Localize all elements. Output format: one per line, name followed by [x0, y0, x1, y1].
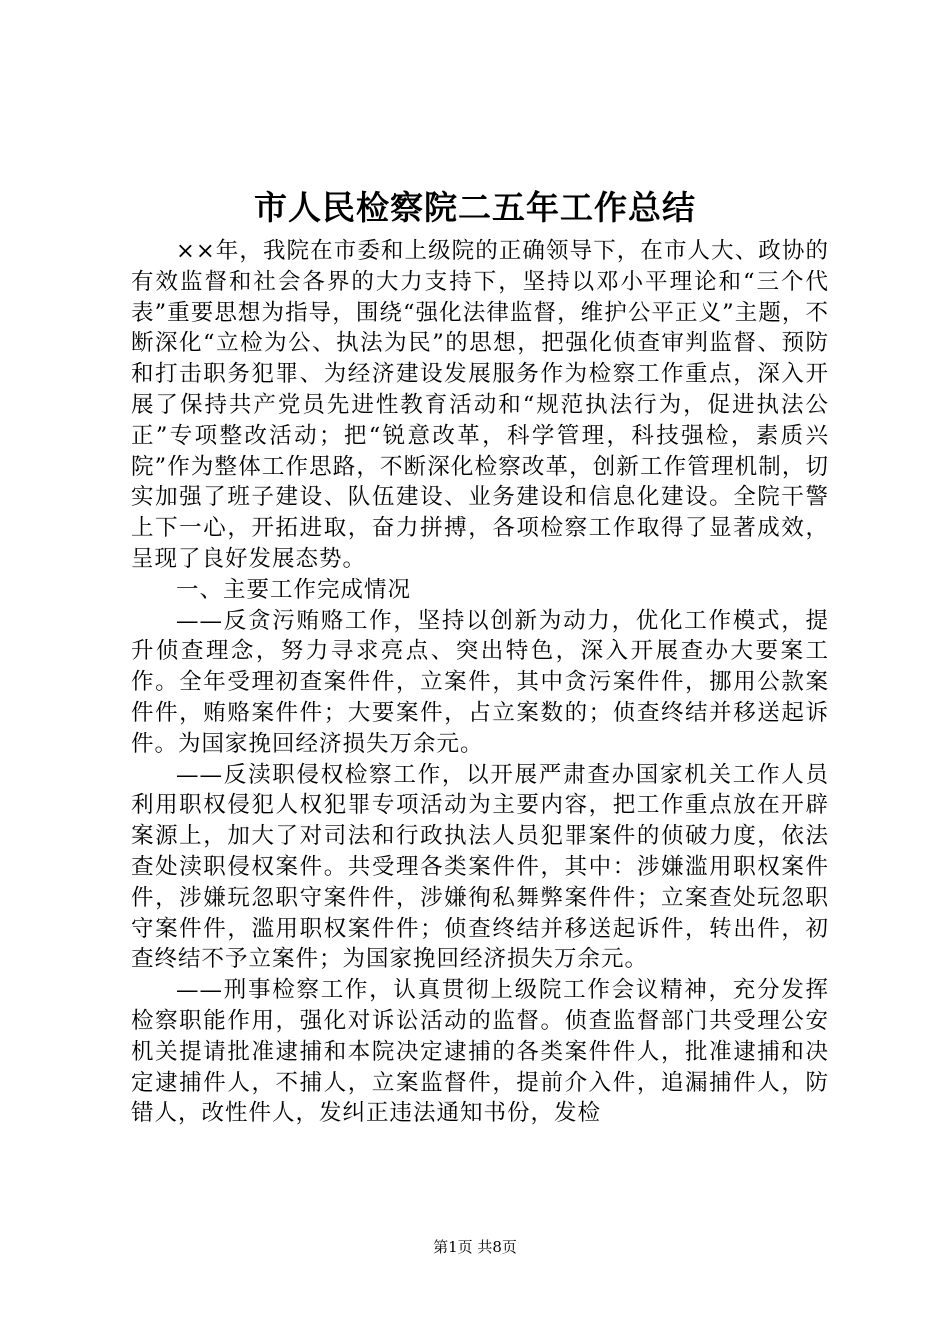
paragraph-intro: ××年，我院在市委和上级院的正确领导下，在市人大、政协的有效监督和社会各界的大力支持下，坚持以邓小平理论和“三个代表”重要思想为指导，围绕“强化法律监督，维护公平正义”主题，不断深化“立检为公、执法为民”的思想，把强化侦查审判监督、预防和打击职务犯罪、为经济建设发展服务作为检察工作重点，深入开展了保持共产党员先进性教育活动和“规范执法行为，促进执法公正”专项整改活动；把“锐意改革，科学管理，科技强检，素质兴院”作为整体工作思路，不断深化检察改革，创新工作管理机制，切实加强了班子建设、队伍建设、业务建设和信息化建设。全院干警上下一心，开拓进取，奋力拼搏，各项检察工作取得了显著成效，呈现了良好发展态势。 — [131, 238, 829, 572]
document-body — [131, 236, 829, 1129]
page-number-footer: 第1页 共8页 — [433, 1238, 517, 1256]
document-title: 市人民检察院二五年工作总结 — [254, 188, 696, 227]
paragraph-dereliction: ——反渎职侵权检察工作，以开展严肃查办国家机关工作人员利用职权侵犯人权犯罪专项活动为主要内容，把工作重点放在开辟案源上，加大了对司法和行政执法人员犯罪案件的侦破力度，依法查处渎职侵权案件。共受理各类案件件，其中：涉嫌滥用职权案件件，涉嫌玩忽职守案件件，涉嫌徇私舞弊案件件；立案查处玩忽职守案件件，滥用职权案件件；侦查终结并移送起诉件，转出件，初查终结不予立案件；为国家挽回经济损失万余元。 — [131, 761, 829, 973]
section-heading: 一、主要工作完成情况 — [176, 576, 412, 603]
paragraph-anti-corruption: ——反贪污贿赂工作，坚持以创新为动力，优化工作模式，提升侦查理念，努力寻求亮点、突出特色，深入开展查办大要案工作。全年受理初查案件件，立案件，其中贪污案件件，挪用公款案件件，贿赂案件件；大要案件，占立案数的；侦查终结并移送起诉件。为国家挽回经济损失万余元。 — [131, 607, 829, 757]
paragraph-criminal-prosecution: ——刑事检察工作，认真贯彻上级院工作会议精神，充分发挥检察职能作用，强化对诉讼活动的监督。侦查监督部门共受理公安机关提请批准逮捕和本院决定逮捕的各类案件件人，批准逮捕和决定逮捕件人，不捕人，立案监督件，提前介入件，追漏捕件人，防错人，改性件人，发纠正违法通知书份，发检 — [131, 977, 829, 1127]
